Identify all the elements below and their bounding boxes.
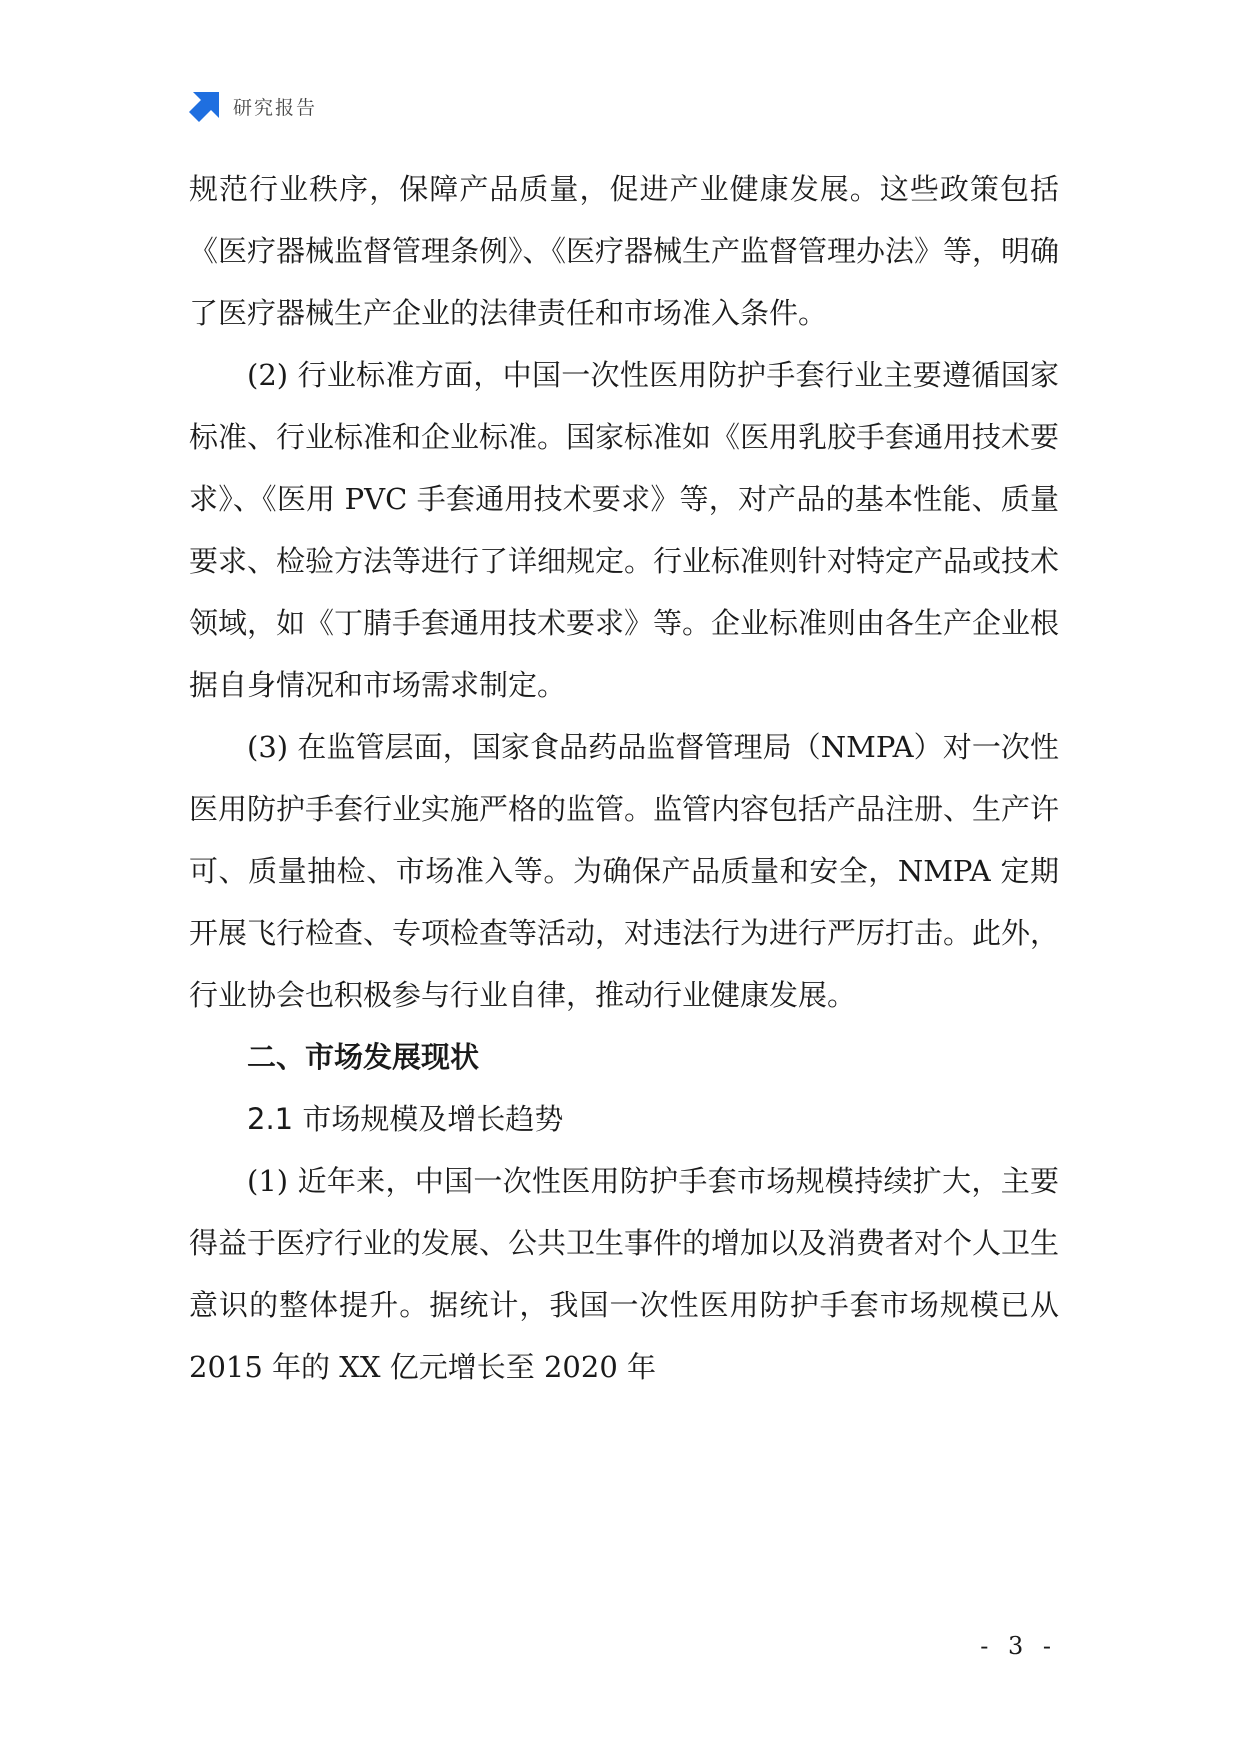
paragraph-industry-standards: (2) 行业标准方面，中国一次性医用防护手套行业主要遵循国家标准、行业标准和企业标准。国家标准如《医用乳胶手套通用技术要求》、《医用 PVC 手套通用技术要求》等，对产品的基本性能、质量要求、检验方法等进行了详细规定。行业标准则针对特定产品或技术领域，如《丁腈手套通用技术要求》等。企业标准则由各生产企业根据自身情况和市场需求制定。	[189, 358, 1060, 702]
subsection-heading: 2.1 市场规模及增长趋势	[247, 1102, 564, 1136]
paragraph-continued: 规范行业秩序，保障产品质量，促进产业健康发展。这些政策包括《医疗器械监督管理条例》、《医疗器械生产监督管理办法》等，明确了医疗器械生产企业的法律责任和市场准入条件。	[189, 172, 1060, 330]
arrow-up-right-icon	[189, 90, 221, 122]
report-header	[189, 88, 317, 124]
section-heading: 二、市场发展现状	[247, 1040, 480, 1074]
header-title: 研究报告	[233, 96, 318, 119]
paragraph-market-size: (1) 近年来，中国一次性医用防护手套市场规模持续扩大，主要得益于医疗行业的发展、公共卫生事件的增加以及消费者对个人卫生意识的整体提升。据统计，我国一次性医用防护手套市场规模已从 2015 年的 XX 亿元增长至 2020 年	[189, 1164, 1060, 1384]
document-body	[189, 158, 1059, 1398]
paragraph-regulation: (3) 在监管层面，国家食品药品监督管理局（NMPA）对一次性医用防护手套行业实施严格的监管。监管内容包括产品注册、生产许可、质量抽检、市场准入等。为确保产品质量和安全，NMPA 定期开展飞行检查、专项检查等活动，对违法行为进行严厉打击。此外，行业协会也积极参与行业自律，推动行业健康发展。	[189, 730, 1060, 1012]
page-number: - 3 -	[980, 1632, 1057, 1660]
